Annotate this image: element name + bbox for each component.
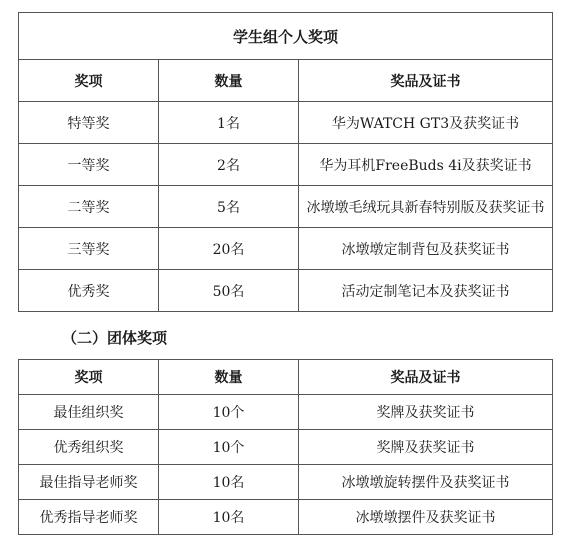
quantity-cell: 1名: [159, 102, 299, 144]
column-header-award: 奖项: [19, 360, 159, 395]
table-row: [19, 395, 553, 430]
table-row: [19, 465, 553, 500]
prize-cell: 华为耳机FreeBuds 4i及获奖证书: [299, 144, 553, 186]
column-header-prize: 奖品及证书: [299, 60, 553, 102]
student-awards-table: [18, 12, 553, 312]
group-awards-table: [18, 359, 553, 535]
table-row: [19, 186, 553, 228]
column-header-award: 奖项: [19, 60, 159, 102]
award-cell: 二等奖: [19, 186, 159, 228]
quantity-cell: 10名: [159, 465, 299, 500]
table-row: [19, 430, 553, 465]
column-header-prize: 奖品及证书: [299, 360, 553, 395]
prize-cell: 冰墩墩旋转摆件及获奖证书: [299, 465, 553, 500]
prize-cell: 活动定制笔记本及获奖证书: [299, 270, 553, 312]
prize-cell: 奖牌及获奖证书: [299, 395, 553, 430]
award-cell: 优秀组织奖: [19, 430, 159, 465]
quantity-cell: 10名: [159, 500, 299, 535]
table-title: 学生组个人奖项: [19, 13, 553, 60]
quantity-cell: 5名: [159, 186, 299, 228]
quantity-cell: 10个: [159, 430, 299, 465]
table-row: [19, 228, 553, 270]
prize-cell: 奖牌及获奖证书: [299, 430, 553, 465]
prize-cell: 冰墩墩毛绒玩具新春特别版及获奖证书: [299, 186, 553, 228]
quantity-cell: 50名: [159, 270, 299, 312]
section-heading: （二）团体奖项: [62, 329, 168, 347]
table-row: [19, 144, 553, 186]
award-cell: 三等奖: [19, 228, 159, 270]
prize-cell: 冰墩墩摆件及获奖证书: [299, 500, 553, 535]
quantity-cell: 20名: [159, 228, 299, 270]
column-header-quantity: 数量: [159, 60, 299, 102]
award-cell: 优秀奖: [19, 270, 159, 312]
award-cell: 最佳指导老师奖: [19, 465, 159, 500]
quantity-cell: 2名: [159, 144, 299, 186]
column-header-quantity: 数量: [159, 360, 299, 395]
table-row: [19, 270, 553, 312]
award-cell: 最佳组织奖: [19, 395, 159, 430]
award-cell: 特等奖: [19, 102, 159, 144]
table-row: [19, 500, 553, 535]
prize-cell: 华为WATCH GT3及获奖证书: [299, 102, 553, 144]
prize-cell: 冰墩墩定制背包及获奖证书: [299, 228, 553, 270]
award-cell: 一等奖: [19, 144, 159, 186]
award-cell: 优秀指导老师奖: [19, 500, 159, 535]
quantity-cell: 10个: [159, 395, 299, 430]
table-row: [19, 102, 553, 144]
